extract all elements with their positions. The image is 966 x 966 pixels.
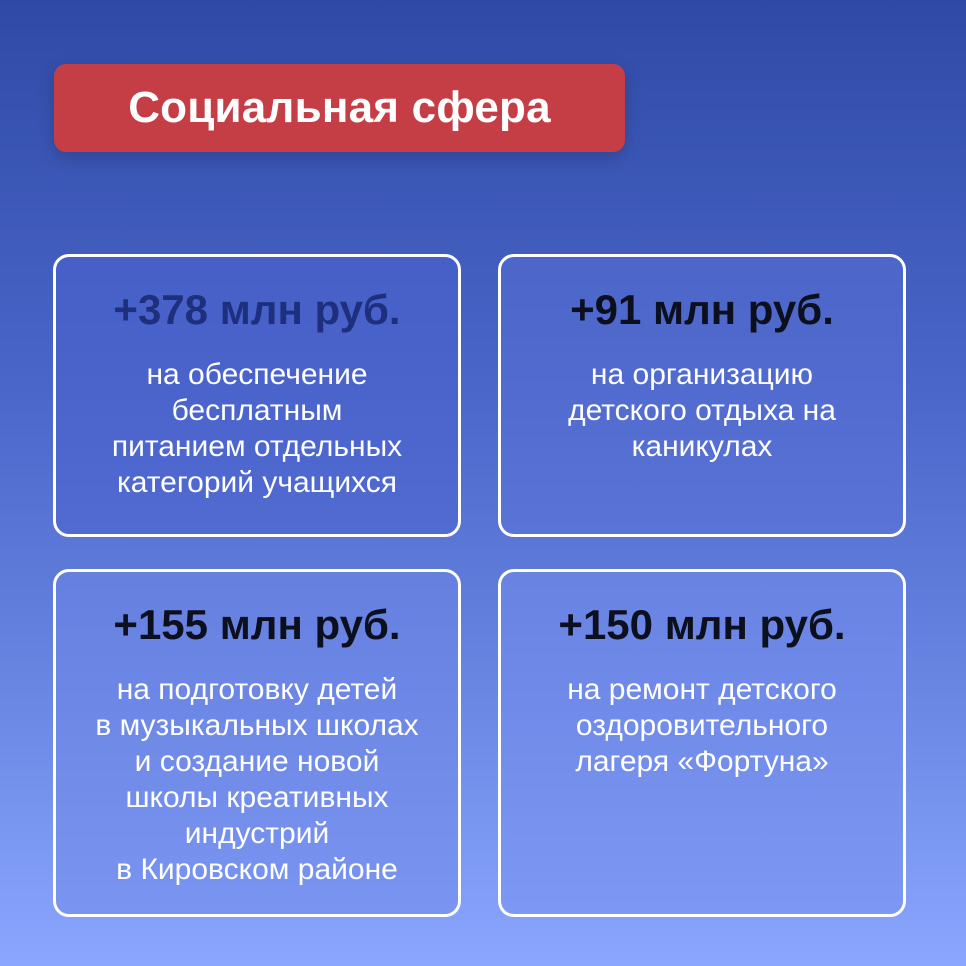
funding-amount: +378 млн руб. [113,286,401,333]
funding-description: на обеспечение бесплатным питанием отдельных категорий учащихся [111,358,403,499]
page-title: Социальная сфера [128,83,551,132]
funding-description: на организацию детского отдыха на каникулах [568,358,836,463]
funding-amount: +91 млн руб. [570,286,834,333]
funding-amount: +150 млн руб. [558,601,846,648]
funding-description: на подготовку детей в музыкальных школах и создание новой школы креативных индустрий в Кировском районе [95,673,419,886]
section-title-banner [54,64,625,152]
funding-card-meals [53,254,461,537]
funding-description: на ремонт детского оздоровительного лагеря «Фортуна» [567,673,837,778]
funding-card-music-schools [53,569,461,917]
funding-amount: +155 млн руб. [113,601,401,648]
funding-card-camp-repair [498,569,906,917]
funding-card-children-rest [498,254,906,537]
